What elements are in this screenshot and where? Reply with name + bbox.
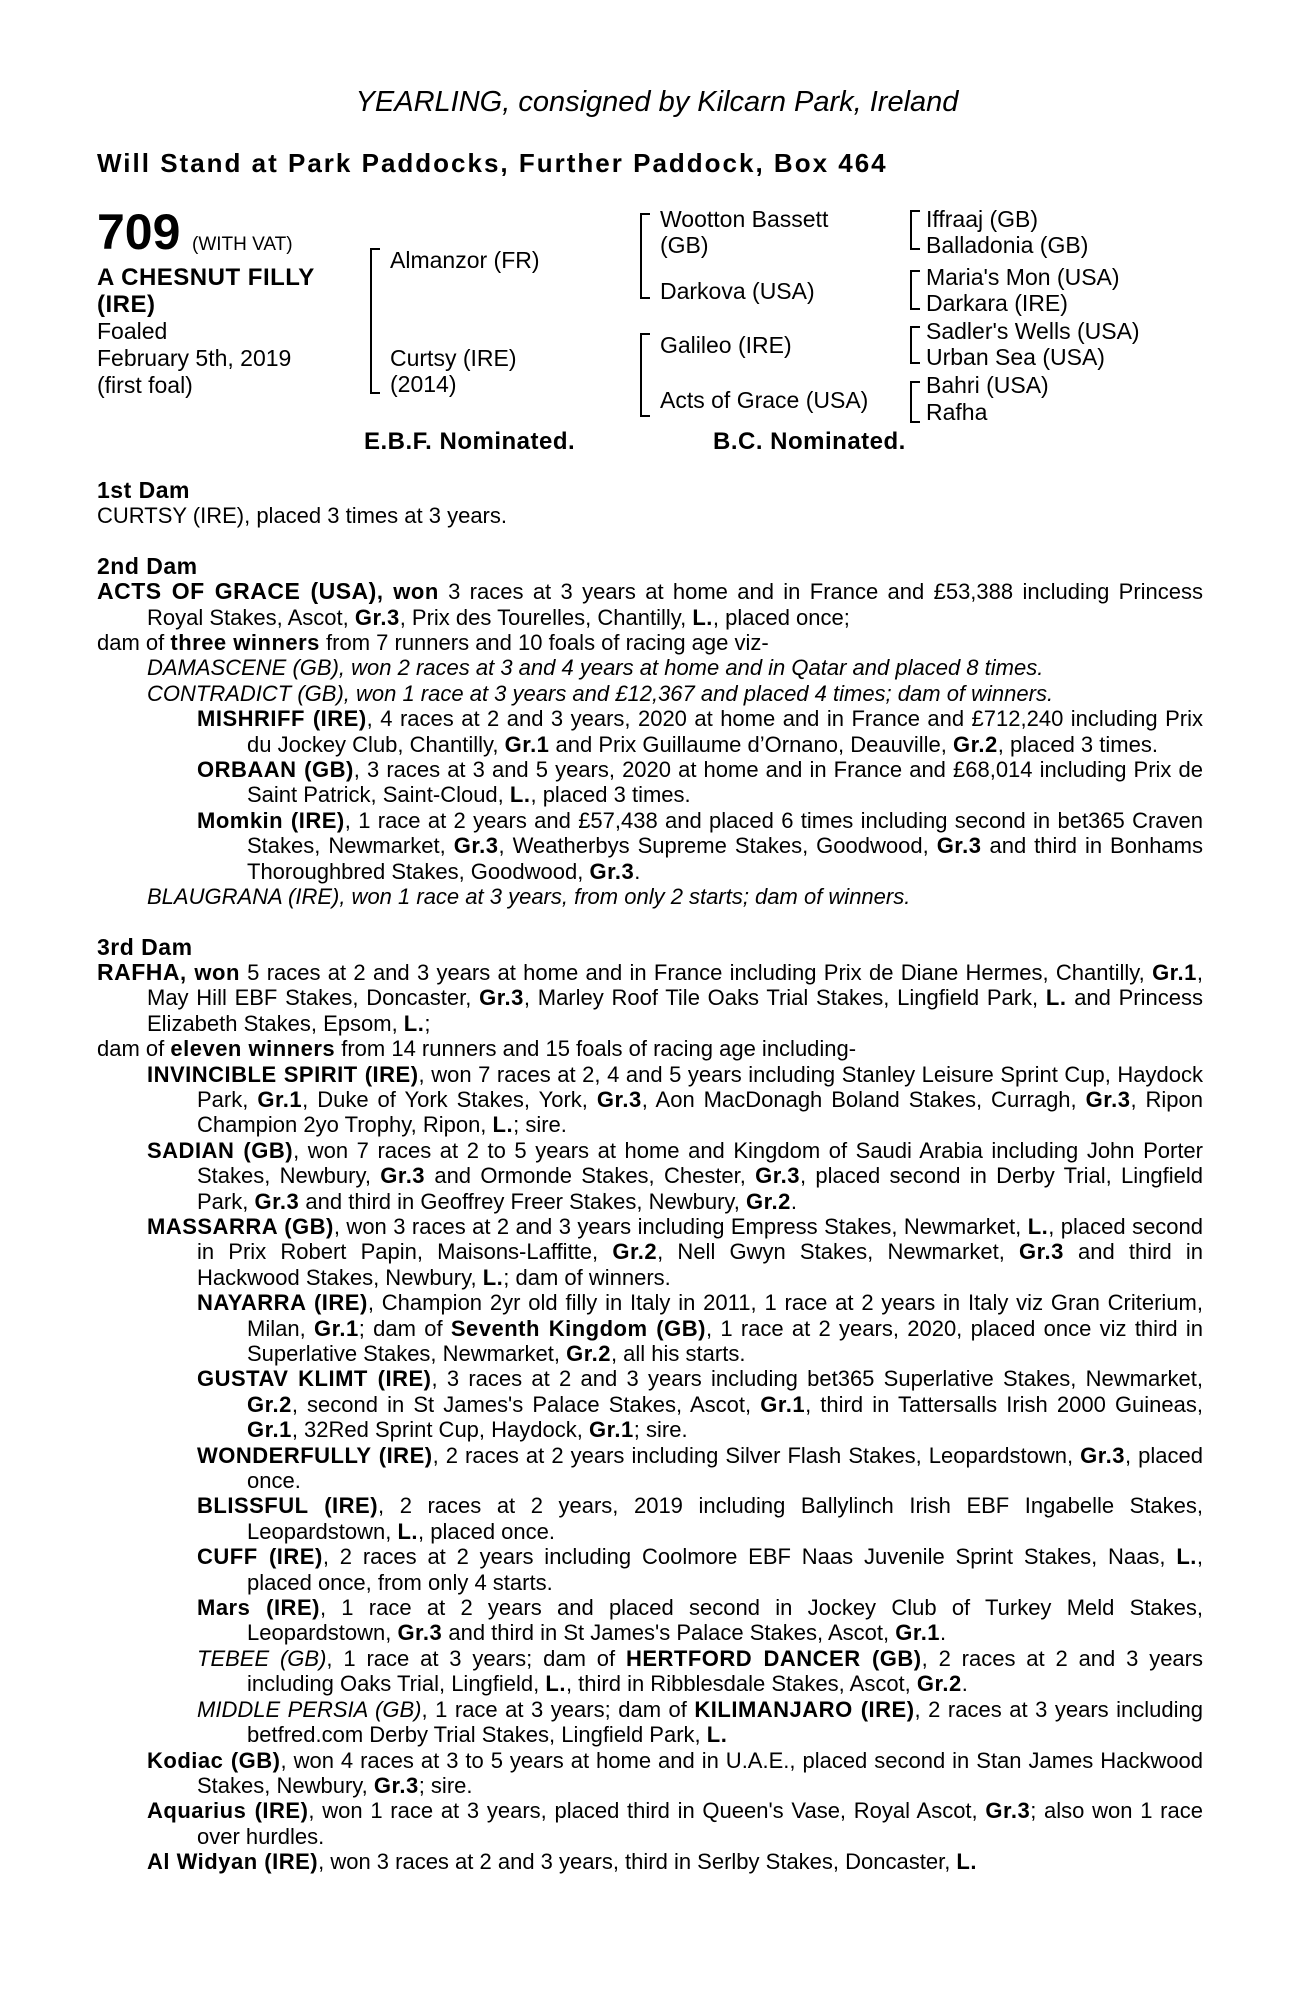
text: , placed 3 times. bbox=[530, 782, 691, 808]
text: ; dam of winners. bbox=[503, 1264, 671, 1290]
foaled-date: February 5th, 2019 bbox=[97, 345, 292, 371]
text: , all his starts. bbox=[610, 1341, 746, 1366]
horse-name: MIDDLE PERSIA (GB) bbox=[197, 1696, 422, 1722]
third-dam-heading: 3rd Dam bbox=[97, 933, 193, 960]
grade: L. bbox=[956, 1849, 977, 1875]
produce-wonderfully bbox=[97, 1443, 1203, 1494]
text: , Duke of York Stakes, York, bbox=[302, 1086, 597, 1112]
text: , Ripon Champion 2yo Trophy, Ripon, bbox=[197, 1086, 1203, 1138]
text: and Prix Guillaume d’Ornano, Deauville, bbox=[549, 731, 953, 757]
grade: Gr.1 bbox=[895, 1620, 941, 1646]
text: ; also won 1 race over hurdles. bbox=[197, 1798, 1203, 1849]
text: , 1 race at 2 years and placed second in Jockey Club of Turkey Meld Stakes, Leopardstown, bbox=[247, 1595, 1203, 1646]
text: dam of bbox=[97, 1036, 171, 1062]
text: , 1 race at 2 years, 2020, placed once viz third in Superlative Stakes, Newmarket, bbox=[247, 1315, 1204, 1366]
foaled-label: Foaled bbox=[97, 318, 168, 344]
produce-blissful bbox=[97, 1493, 1203, 1544]
brace-ggp-1 bbox=[910, 210, 920, 250]
text: and third in Bonhams Thoroughbred Stakes, Goodwood, bbox=[247, 833, 1203, 884]
great-granddam-2: Darkara (IRE) bbox=[926, 290, 1068, 316]
third-dam-produce-summary bbox=[97, 1036, 1203, 1061]
grade: L. bbox=[397, 1518, 418, 1544]
text: , placed second in Derby Trial, Lingfield Park, bbox=[197, 1163, 1203, 1214]
text: , won 1 race at 3 years, placed third in Queen's Vase, Royal Ascot, bbox=[308, 1798, 986, 1824]
text: , placed once, from only 4 starts. bbox=[247, 1544, 1203, 1595]
grade: L. bbox=[1176, 1544, 1197, 1570]
dam-sections bbox=[97, 478, 1203, 1875]
grade: Gr.2 bbox=[916, 1671, 962, 1697]
grade: Gr.1 bbox=[247, 1417, 292, 1443]
text: , Aon MacDonagh Boland Stakes, Curragh, bbox=[641, 1086, 1086, 1112]
grade: Gr.1 bbox=[313, 1315, 359, 1341]
grade: Gr.3 bbox=[254, 1188, 300, 1214]
horse-name: NAYARRA (IRE) bbox=[197, 1290, 368, 1316]
grade: L. bbox=[545, 1671, 566, 1697]
brace-sire-dam bbox=[370, 248, 380, 394]
grade: Gr.2 bbox=[952, 731, 998, 757]
produce-damascene: DAMASCENE (GB), won 2 races at 3 and 4 years at home and in Qatar and placed 8 times. bbox=[147, 655, 1044, 681]
first-dam-text: CURTSY (IRE), placed 3 times at 3 years. bbox=[97, 503, 507, 529]
text: . bbox=[961, 1671, 968, 1697]
dam-year: (2014) bbox=[390, 371, 457, 397]
text: ; sire. bbox=[633, 1417, 688, 1443]
text: , placed once; bbox=[712, 604, 850, 630]
produce-invincible-spirit bbox=[97, 1062, 1203, 1138]
bc-nomination: B.C. Nominated. bbox=[713, 428, 906, 455]
horse-name: MASSARRA (GB) bbox=[147, 1213, 334, 1239]
third-dam-entry bbox=[97, 960, 1203, 1036]
text: , second in St James's Palace Stakes, Ascot, bbox=[291, 1391, 761, 1417]
produce-mishriff bbox=[97, 706, 1203, 757]
text: 5 races at 2 and 3 years at home and in France including Prix de Diane Hermes, Chantilly, bbox=[239, 959, 1153, 985]
grade: Gr.1 bbox=[588, 1417, 634, 1443]
grade: Gr.3 bbox=[596, 1086, 642, 1112]
text: , won 4 races at 3 to 5 years at home and in U.A.E., placed second in Stan James Hackwood Stakes, Newbury, bbox=[197, 1747, 1203, 1798]
produce-al-widyan bbox=[97, 1849, 1203, 1874]
won-label: , won bbox=[376, 579, 439, 605]
grade: L. bbox=[403, 1010, 425, 1036]
won-label: , won bbox=[180, 959, 240, 985]
grade: Gr.2 bbox=[566, 1341, 611, 1366]
brace-ggp-4 bbox=[910, 381, 920, 423]
lot-number: 709 bbox=[97, 204, 181, 260]
text: 3 races at 3 years at home and in France and £53,388 including Princess Royal Stakes, Ascot, bbox=[147, 579, 1203, 630]
grade: Gr.3 bbox=[936, 833, 982, 859]
sire-name: Almanzor (FR) bbox=[390, 247, 540, 273]
great-grandsire-1: Iffraaj (GB) bbox=[926, 206, 1039, 232]
grade: Gr.3 bbox=[373, 1772, 419, 1798]
text: and Ormonde Stakes, Chester, bbox=[425, 1163, 756, 1189]
horse-name: HERTFORD DANCER (GB) bbox=[625, 1645, 922, 1671]
great-granddam-1: Balladonia (GB) bbox=[926, 232, 1089, 258]
text: , won 3 races at 2 and 3 years including Empress Stakes, Newmarket, bbox=[333, 1213, 1028, 1239]
grade: Gr.1 bbox=[1152, 959, 1197, 985]
horse-name: TEBEE (GB) bbox=[197, 1645, 327, 1671]
brace-sire-parents bbox=[640, 213, 650, 299]
text: , Nell Gwyn Stakes, Newmarket, bbox=[657, 1239, 1020, 1265]
dam-name: Curtsy (IRE) bbox=[390, 345, 517, 371]
grade: Gr.1 bbox=[504, 731, 550, 757]
horse-description: A CHESNUT FILLY bbox=[97, 264, 315, 291]
text: ; sire. bbox=[513, 1112, 567, 1138]
horse-name: KILIMANJARO (IRE) bbox=[694, 1696, 915, 1722]
horse-name: MISHRIFF (IRE) bbox=[197, 706, 367, 732]
text: , 2 races at 2 years including Silver Flash Stakes, Leopardstown, bbox=[432, 1442, 1081, 1468]
grade: Gr.3 bbox=[1080, 1442, 1125, 1468]
produce-cuff bbox=[97, 1544, 1203, 1595]
third-dam-name: RAFHA bbox=[97, 958, 180, 985]
second-dam-entry bbox=[97, 579, 1203, 630]
grade: L. bbox=[492, 1112, 514, 1138]
grade: Gr.1 bbox=[760, 1391, 806, 1417]
ebf-nomination: E.B.F. Nominated. bbox=[364, 428, 576, 455]
text: and third in Geoffrey Freer Stakes, Newbury, bbox=[299, 1188, 746, 1214]
text: . bbox=[790, 1188, 797, 1214]
horse-name: GUSTAV KLIMT (IRE) bbox=[197, 1366, 432, 1392]
text: , 3 races at 3 and 5 years, 2020 at home and in France and £68,014 including Prix de Saint Patrick, Saint-Cloud, bbox=[247, 757, 1203, 808]
text: and third in St James's Palace Stakes, Ascot, bbox=[442, 1620, 896, 1646]
grade: L. bbox=[482, 1264, 504, 1290]
winners-count: eleven winners bbox=[170, 1036, 336, 1062]
produce-sadian bbox=[97, 1138, 1203, 1214]
horse-name: CUFF (IRE) bbox=[197, 1544, 323, 1570]
grade: L. bbox=[1027, 1213, 1049, 1239]
text: ; dam of bbox=[358, 1315, 451, 1341]
grandsire-2: Galileo (IRE) bbox=[660, 332, 792, 358]
produce-nayarra bbox=[97, 1290, 1203, 1366]
grade: Gr.3 bbox=[1085, 1086, 1131, 1112]
horse-name: BLISSFUL (IRE) bbox=[197, 1493, 379, 1519]
great-grandsire-3: Sadler's Wells (USA) bbox=[926, 318, 1140, 344]
text: , Weatherbys Supreme Stakes, Goodwood, bbox=[498, 833, 937, 859]
granddam-2: Acts of Grace (USA) bbox=[660, 387, 869, 413]
horse-name: Mars (IRE) bbox=[197, 1595, 320, 1621]
great-grandsire-4: Bahri (USA) bbox=[926, 372, 1049, 398]
text: , May Hill EBF Stakes, Doncaster, bbox=[147, 959, 1203, 1011]
second-dam-produce-summary bbox=[97, 630, 1203, 655]
produce-momkin bbox=[97, 808, 1203, 884]
text: ; bbox=[424, 1010, 431, 1036]
grade: Gr.3 bbox=[479, 985, 524, 1011]
text: , won 7 races at 2, 4 and 5 years including Stanley Leisure Sprint Cup, Haydock Park, bbox=[197, 1061, 1203, 1112]
grade: Gr.3 bbox=[589, 858, 635, 884]
horse-name: ORBAAN (GB) bbox=[197, 757, 354, 783]
text: , won 7 races at 2 to 5 years at home and Kingdom of Saudi Arabia including John Porter Stakes, Newbury, bbox=[197, 1137, 1203, 1189]
text: , placed second in Prix Robert Papin, Maisons-Laffitte, bbox=[197, 1213, 1204, 1265]
brace-dam-parents bbox=[640, 333, 650, 417]
grandsire-1-origin: (GB) bbox=[660, 232, 709, 258]
text: and Princess Elizabeth Stakes, Epsom, bbox=[147, 985, 1203, 1036]
text: , third in Tattersalls Irish 2000 Guineas, bbox=[805, 1391, 1203, 1417]
text: from 7 runners and 10 foals of racing age viz- bbox=[319, 630, 769, 656]
grade: Gr.2 bbox=[746, 1188, 791, 1214]
text: , placed once. bbox=[418, 1518, 555, 1544]
text: , Prix des Tourelles, Chantilly, bbox=[399, 604, 693, 630]
horse-name: Seventh Kingdom (GB) bbox=[450, 1315, 706, 1341]
grade: L. bbox=[706, 1722, 728, 1748]
text: , 3 races at 2 and 3 years including bet365 Superlative Stakes, Newmarket, bbox=[431, 1366, 1203, 1392]
grade: Gr.1 bbox=[257, 1086, 303, 1112]
vat-note: (WITH VAT) bbox=[192, 234, 293, 255]
produce-aquarius bbox=[97, 1798, 1203, 1849]
grade: Gr.2 bbox=[247, 1391, 292, 1417]
text: , won 1 race at 3 years and £12,367 and placed 4 times; dam of winners. bbox=[343, 680, 1054, 706]
grade: L. bbox=[509, 782, 531, 808]
grade: Gr.3 bbox=[397, 1620, 443, 1646]
horse-name: Aquarius (IRE) bbox=[147, 1798, 309, 1824]
grade: Gr.2 bbox=[612, 1239, 658, 1265]
produce-massarra bbox=[97, 1214, 1203, 1290]
text: , Champion 2yr old filly in Italy in 2011, 1 race at 2 years in Italy viz Gran Criterium, Milan, bbox=[247, 1290, 1203, 1341]
first-dam-heading: 1st Dam bbox=[97, 477, 190, 503]
brace-ggp-2 bbox=[910, 270, 920, 310]
text: , 2 races at 3 years including betfred.com Derby Trial Stakes, Lingfield Park, bbox=[247, 1696, 1203, 1748]
text: . bbox=[634, 858, 641, 884]
horse-name: WONDERFULLY (IRE) bbox=[197, 1442, 433, 1468]
text: , third in Ribblesdale Stakes, Ascot, bbox=[565, 1671, 917, 1697]
grade: Gr.3 bbox=[453, 833, 499, 859]
produce-kodiac bbox=[97, 1748, 1203, 1799]
great-grandsire-2: Maria's Mon (USA) bbox=[926, 264, 1120, 290]
produce-blaugrana: BLAUGRANA (IRE), won 1 race at 3 years, from only 2 starts; dam of winners. bbox=[147, 884, 911, 910]
text: , 2 races at 2 years including Coolmore EBF Naas Juvenile Sprint Stakes, Naas, bbox=[322, 1544, 1177, 1570]
stand-location: Will Stand at Park Paddocks, Further Paddock, Box 464 bbox=[97, 148, 888, 178]
horse-name: INVINCIBLE SPIRIT (IRE) bbox=[147, 1061, 419, 1087]
text: and third in Hackwood Stakes, Newbury, bbox=[197, 1239, 1203, 1290]
text: , 1 race at 3 years; dam of bbox=[326, 1645, 626, 1671]
second-dam-name: ACTS OF GRACE (USA) bbox=[97, 578, 377, 605]
produce-mars bbox=[97, 1595, 1203, 1646]
horse-origin: (IRE) bbox=[97, 291, 156, 318]
granddam-1: Darkova (USA) bbox=[660, 278, 815, 304]
foal-note: (first foal) bbox=[97, 372, 193, 398]
text: , placed once. bbox=[247, 1442, 1203, 1494]
produce-orbaan bbox=[97, 757, 1203, 808]
produce-gustav-klimt bbox=[97, 1366, 1203, 1442]
grade: Gr.3 bbox=[1019, 1239, 1064, 1265]
grade: L. bbox=[1045, 985, 1067, 1011]
produce-middle-persia bbox=[97, 1697, 1203, 1748]
grade: Gr.3 bbox=[354, 604, 400, 630]
produce-contradict bbox=[97, 681, 1203, 706]
grade: Gr.3 bbox=[755, 1163, 800, 1189]
text: ; sire. bbox=[418, 1772, 473, 1798]
great-granddam-3: Urban Sea (USA) bbox=[926, 344, 1105, 370]
text: from 14 runners and 15 foals of racing age including- bbox=[335, 1036, 857, 1062]
horse-name: CONTRADICT (GB) bbox=[147, 680, 344, 706]
text: , 1 race at 3 years; dam of bbox=[421, 1696, 695, 1722]
produce-tebee bbox=[97, 1646, 1203, 1697]
page-title: YEARLING, consigned by Kilcarn Park, Ireland bbox=[355, 86, 959, 118]
text: , placed 3 times. bbox=[997, 731, 1158, 757]
horse-name: Al Widyan (IRE) bbox=[147, 1849, 319, 1875]
text: , 32Red Sprint Cup, Haydock, bbox=[291, 1417, 589, 1443]
text: . bbox=[940, 1620, 947, 1646]
text: , 2 races at 2 years, 2019 including Ballylinch Irish EBF Ingabelle Stakes, Leopardstown, bbox=[247, 1493, 1203, 1544]
text: , 1 race at 2 years and £57,438 and placed 6 times including second in bet365 Craven Stakes, Newmarket, bbox=[247, 807, 1203, 859]
brace-ggp-3 bbox=[910, 326, 920, 364]
horse-name: Momkin (IRE) bbox=[197, 807, 345, 833]
text: , 2 races at 2 and 3 years including Oaks Trial, Lingfield, bbox=[247, 1645, 1203, 1697]
grade: L. bbox=[692, 604, 713, 630]
great-granddam-4: Rafha bbox=[926, 399, 988, 425]
horse-name: Kodiac (GB) bbox=[147, 1747, 281, 1773]
second-dam-heading: 2nd Dam bbox=[97, 552, 198, 579]
text: dam of bbox=[97, 630, 171, 656]
winners-count: three winners bbox=[170, 630, 320, 656]
horse-name: SADIAN (GB) bbox=[147, 1137, 294, 1163]
grandsire-1: Wootton Bassett bbox=[660, 206, 829, 232]
grade: Gr.3 bbox=[380, 1163, 426, 1189]
text: , 4 races at 2 and 3 years, 2020 at home and in France and £712,240 including Prix du Jockey Club, Chantilly, bbox=[247, 706, 1203, 757]
grade: Gr.3 bbox=[985, 1798, 1031, 1824]
text: , won 3 races at 2 and 3 years, third in Serlby Stakes, Doncaster, bbox=[318, 1849, 957, 1875]
text: , Marley Roof Tile Oaks Trial Stakes, Lingfield Park, bbox=[523, 985, 1046, 1011]
